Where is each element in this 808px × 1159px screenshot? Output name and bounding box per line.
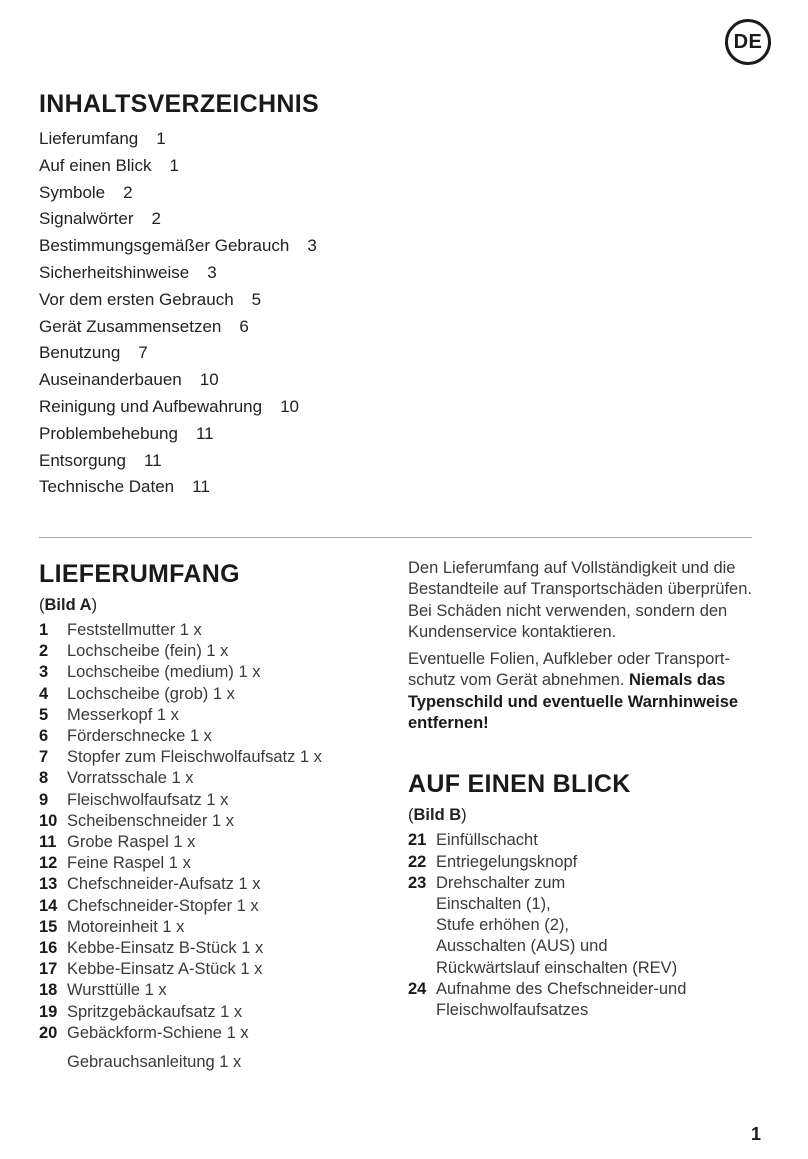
- toc-item-page: 6: [239, 316, 249, 336]
- toc-item-label: Gerät Zusammensetzen: [39, 316, 222, 336]
- list-item: [39, 938, 379, 959]
- list-item: [39, 896, 379, 917]
- section-divider: [39, 537, 752, 538]
- list-item: [408, 852, 758, 873]
- list-item: [39, 1023, 379, 1044]
- list-item: [39, 641, 379, 662]
- toc-item-label: Bestimmungsgemäßer Gebrauch: [39, 236, 290, 256]
- item-number: 2: [39, 642, 49, 661]
- item-text: Drehschalter zum Einschalten (1), Stufe erhöhen (2), Ausschalten (AUS) und Rückwärtslauf einschalten (REV): [436, 873, 678, 977]
- figure-label: Bild B: [413, 806, 462, 825]
- list-item: [39, 917, 379, 938]
- item-text: Gebäckform-Schiene 1 x: [67, 1023, 249, 1042]
- item-text: Fleischwolfaufsatz 1 x: [67, 790, 229, 809]
- item-text: Wursttülle 1 x: [67, 981, 167, 1000]
- item-number: 24: [408, 979, 427, 998]
- toc-item[interactable]: [39, 367, 317, 394]
- item-text: Lochscheibe (medium) 1 x: [67, 663, 261, 682]
- toc-item-page: 10: [199, 370, 219, 390]
- toc-item[interactable]: [39, 448, 317, 475]
- item-text: Grobe Raspel 1 x: [67, 833, 196, 852]
- list-item: [39, 832, 379, 853]
- toc-item-label: Problembehebung: [39, 423, 178, 443]
- toc-item-label: Reinigung und Aufbewahrung: [39, 396, 263, 416]
- list-item: [39, 726, 379, 747]
- toc-item-page: 1: [156, 129, 166, 148]
- figure-label: Bild A: [44, 596, 92, 614]
- auf-einen-blick-section: [408, 768, 758, 1021]
- item-text: Chefschneider-Stopfer 1 x: [67, 896, 259, 915]
- toc-item-label: Lieferumfang: [39, 129, 139, 148]
- item-text: Lochscheibe (grob) 1 x: [67, 684, 235, 703]
- item-number: 21: [408, 831, 427, 850]
- toc-item[interactable]: [39, 340, 317, 367]
- components-list: [408, 830, 758, 1021]
- list-item: [39, 705, 379, 726]
- toc-item-page: 1: [169, 155, 179, 175]
- toc-item-page: 2: [123, 182, 133, 202]
- toc-item[interactable]: [39, 314, 317, 341]
- item-text: Feine Raspel 1 x: [67, 854, 191, 873]
- list-item: [39, 959, 379, 980]
- toc-item-label: Auseinanderbauen: [39, 370, 182, 390]
- table-of-contents: [39, 126, 317, 501]
- item-number: 17: [39, 960, 58, 979]
- toc-item-page: 11: [195, 423, 214, 443]
- language-badge: DE: [725, 19, 771, 65]
- item-number: 12: [39, 854, 58, 873]
- item-text: Entriegelungsknopf: [436, 852, 578, 871]
- item-number: 5: [39, 705, 49, 724]
- item-number: 9: [39, 790, 49, 809]
- list-item: [39, 853, 379, 874]
- toc-item[interactable]: [39, 153, 317, 180]
- item-number: 23: [408, 873, 427, 892]
- item-number: 18: [39, 981, 58, 1000]
- item-number: 14: [39, 896, 58, 915]
- toc-item-label: Sicherheitshinweise: [39, 262, 190, 282]
- item-text: Lochscheibe (fein) 1 x: [67, 642, 229, 661]
- toc-item[interactable]: [39, 421, 317, 448]
- list-item: [408, 830, 758, 851]
- item-text: Chefschneider-Aufsatz 1 x: [67, 875, 261, 894]
- item-text: Kebbe-Einsatz A-Stück 1 x: [67, 960, 263, 979]
- item-text: Feststellmutter 1 x: [67, 621, 202, 639]
- item-text: Einfüllschacht: [436, 831, 538, 850]
- toc-item[interactable]: [39, 206, 317, 233]
- figure-reference: (Bild A): [39, 596, 98, 614]
- item-text: Motoreinheit 1 x: [67, 917, 185, 936]
- item-number: 8: [39, 769, 49, 788]
- item-number: 20: [39, 1023, 58, 1042]
- toc-item[interactable]: [39, 287, 317, 314]
- item-text: Kebbe-Einsatz B-Stück 1 x: [67, 939, 264, 958]
- item-text: Messerkopf 1 x: [67, 705, 179, 724]
- warning-text: Niemals das Typenschild und eventuelle Warnhinweise entfernen!: [408, 671, 739, 733]
- toc-item-page: 5: [251, 289, 262, 309]
- list-item: [39, 768, 379, 789]
- toc-item-page: 10: [280, 396, 299, 416]
- list-item: [39, 747, 379, 768]
- toc-item-page: 7: [138, 343, 148, 363]
- auf-einen-blick-title: AUF EINEN BLICK: [408, 770, 631, 799]
- lieferumfang-section: [39, 558, 379, 1073]
- list-item: [39, 874, 379, 895]
- list-item: [39, 662, 379, 683]
- toc-item-label: Technische Daten: [39, 477, 175, 497]
- lieferumfang-title: LIEFERUMFANG: [39, 560, 240, 588]
- item-text: Förderschnecke 1 x: [67, 727, 212, 746]
- right-column: [408, 558, 758, 1021]
- item-number: 19: [39, 1002, 58, 1021]
- list-item: [408, 873, 758, 979]
- toc-item-page: 3: [207, 262, 217, 282]
- item-number: 4: [39, 684, 49, 703]
- item-text: Spritzgebäckaufsatz 1 x: [67, 1002, 243, 1021]
- toc-item-page: 11: [143, 450, 162, 470]
- toc-item[interactable]: [39, 474, 317, 501]
- parts-list: [39, 620, 379, 1044]
- toc-item-label: Vor dem ersten Gebrauch: [39, 289, 234, 309]
- list-item: [408, 979, 758, 1021]
- item-number: 13: [39, 875, 58, 894]
- item-number: 3: [39, 663, 49, 682]
- list-item: [39, 811, 379, 832]
- toc-item[interactable]: [39, 180, 317, 207]
- toc-item[interactable]: [39, 233, 317, 260]
- item-text: Stopfer zum Fleischwolfaufsatz 1 x: [67, 748, 322, 767]
- item-number: 1: [39, 621, 49, 639]
- item-number: 15: [39, 917, 58, 936]
- manual-item: Gebrauchsanleitung 1 x: [67, 1053, 242, 1072]
- toc-item-label: Entsorgung: [39, 450, 126, 470]
- item-text: Vorratsschale 1 x: [67, 769, 194, 788]
- item-number: 10: [39, 811, 58, 830]
- item-number: 7: [39, 748, 49, 767]
- list-item: [39, 620, 379, 641]
- list-item: [39, 790, 379, 811]
- list-item: [39, 980, 379, 1001]
- figure-reference: (Bild B): [408, 806, 467, 825]
- page-number: 1: [751, 1124, 762, 1144]
- item-number: 11: [39, 833, 57, 852]
- toc-item[interactable]: [39, 260, 317, 287]
- item-number: 22: [408, 852, 427, 871]
- toc-item[interactable]: [39, 126, 317, 153]
- list-item: [39, 684, 379, 705]
- item-text: Aufnahme des Chefschneider-und Fleischwolfaufsatzes: [436, 979, 687, 1019]
- toc-title: INHALTSVERZEICHNIS: [39, 90, 319, 118]
- toc-item-label: Auf einen Blick: [39, 155, 152, 175]
- toc-item-label: Symbole: [39, 182, 106, 202]
- toc-item-label: Benutzung: [39, 343, 121, 363]
- list-item: [39, 1002, 379, 1023]
- item-number: 16: [39, 939, 58, 958]
- check-delivery-paragraph: Den Lieferumfang auf Vollständigkeit und die Bestandteile auf Transportschäden überprüfen. Bei Schäden nicht verwenden, sondern den Kundenservice kontaktieren.: [408, 559, 752, 641]
- toc-item-page: 2: [151, 209, 161, 229]
- item-text: Scheibenschneider 1 x: [67, 811, 234, 830]
- toc-item-page: 3: [307, 236, 317, 256]
- toc-item-label: Signalwörter: [39, 209, 134, 229]
- item-number: 6: [39, 727, 49, 746]
- toc-item-page: 11: [192, 477, 210, 497]
- toc-item[interactable]: [39, 394, 317, 421]
- remove-packaging-paragraph: Eventuelle Folien, Aufkleber oder Transportschutz vom Gerät abnehmen. Niemals das Typenschild und eventuelle Warnhinweise entfernen!: [408, 650, 739, 733]
